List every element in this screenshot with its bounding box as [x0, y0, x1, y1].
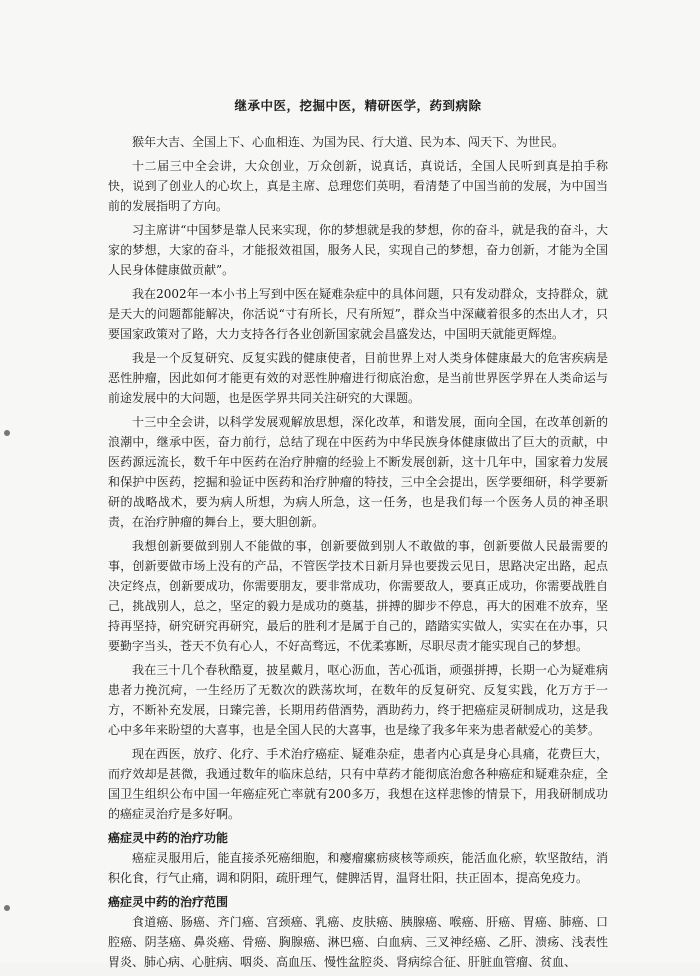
paragraph: 十二届三中全会讲，大众创业，万众创新，说真话，真说话，全国人民听到真是拍手称快，说到了创业人的心坎上，真是主席、总理您们英明，看清楚了中国当前的发展，为中国当前的发展指明了方向。 [108, 159, 608, 213]
paragraph: 我在三十几个春秋酷夏，披星戴月，呕心沥血，苦心孤诣，顽强拼搏，长期一心为疑难病患者力挽沉疴，一生经历了无数次的跌荡坎坷，在数年的反复研究、反复实践，化万方于一方，不断补充发展，日臻完善，长期用药借酒势，酒助药力，终于把癌症灵研制成功，这是我心中多年来盼望的大喜事，也是全国人民的大喜事，也是缘了我多年来为患者献爱心的美梦。 [108, 663, 608, 737]
document-body [108, 96, 608, 976]
document-title: 继承中医，挖掘中医，精研医学，药到病除 [234, 98, 482, 113]
section-heading-scope: 癌症灵中药的治疗范围 [108, 895, 229, 909]
paragraph: 现在西医，放疗、化疗、手术治疗癌症、疑难杂症，患者内心真是身心具痛，花费巨大，而疗效却是甚微，我通过数年的临床总结，只有中草药才能彻底治愈各种癌症和疑难杂症，全国卫生组织公布中国一年癌症死亡率就有200多万，我想在这样悲惨的情景下，用我研制成功的癌症灵治疗是多好啊。 [108, 747, 608, 821]
paragraph: 我是一个反复研究、反复实践的健康使者，目前世界上对人类身体健康最大的危害疾病是恶性肿瘤，因此如何才能更有效的对恶性肿瘤进行彻底治愈，是当前世界医学界在人类命运与前途发展中的大问题，也是医学界共同关注研究的大课题。 [108, 351, 608, 405]
punch-hole-mark [4, 430, 10, 436]
section-text-scope: 食道癌、肠癌、齐门癌、宫颈癌、乳癌、皮肤癌、胰腺癌、喉癌、肝癌、胃癌、肺癌、口腔癌、阴茎癌、鼻炎癌、骨癌、胸腺癌、淋巴癌、白血病、三叉神经癌、乙肝、溃疡、浅表性胃炎、肺心病、心脏病、咽炎、高血压、慢性盆腔炎、肾病综合征、肝脏血管瘤、贫血、 [108, 915, 608, 969]
paragraph: 我在2002年一本小书上写到中医在疑难杂症中的具体问题，只有发动群众，支持群众，就是天大的问题都能解决，你活说“寸有所长，尺有所短”，群众当中深藏着很多的杰出人才，只要国家政策对了路，大力支持各行各业创新国家就会昌盛发达，中国明天就能更辉煌。 [108, 287, 608, 341]
paragraph: 十三中全会讲，以科学发展观解放思想，深化改革，和谐发展，面向全国，在改革创新的浪潮中，继承中医，奋力前行，总结了现在中医药为中华民族身体健康做出了巨大的贡献，中医药源远流长，数千年中医药在治疗肿瘤的经验上不断发展创新，这十几年中，国家着力发展和保护中医药，挖掘和验证中医药和治疗肿瘤的特技，三中全会提出，医学要细研，科学要新研的战略战术，要为病人所想，为病人所急，这一任务，也是我们每一个医务人员的神圣职责，在治疗肿瘤的舞台上，要大胆创新。 [108, 415, 608, 529]
paragraph: 猴年大吉、全国上下、心血相连、为国为民、行大道、民为本、闯天下、为世民。 [132, 135, 565, 149]
section-heading-function: 癌症灵中药的治疗功能 [108, 831, 229, 845]
section-text-function: 癌症灵服用后，能直接杀死癌细胞，和瘿瘤瘰疬痰核等顽疾，能活血化瘀，软坚散结，消积化食，行气止痛，调和阴阳，疏肝理气，健脾活胃，温肾壮阳，扶正固本，提高免疫力。 [108, 851, 608, 885]
paragraph: 我想创新要做到别人不能做的事，创新要做到别人不敢做的事，创新要做人民最需要的事，创新要做市场上没有的产品，不管医学技术日新月异也要拨云见日，思路决定出路，起点决定终点，创新要成功，你需要朋友，要非常成功，你需要敌人，要真正成功，你需要战胜自己，挑战别人，总之，坚定的毅力是成功的奠基，拼搏的脚步不停息，再大的困难不放弃，坚持再坚持，研究研究再研究，最后的胜利才是属于自己的，踏踏实实做人，实实在在办事，只要勤字当头，苍天不负有心人，不好高骛远，不优柔寡断，尽职尽责才能实现自己的梦想。 [108, 539, 608, 653]
punch-hole-mark [4, 905, 10, 911]
paragraph: 习主席讲“中国梦是靠人民来实现，你的梦想就是我的梦想，你的奋斗，就是我的奋斗，大家的梦想，大家的奋斗，才能报效祖国，服务人民，实现自己的梦想，奋力创新，才能为全国人民身体健康做贡献”。 [108, 223, 608, 277]
